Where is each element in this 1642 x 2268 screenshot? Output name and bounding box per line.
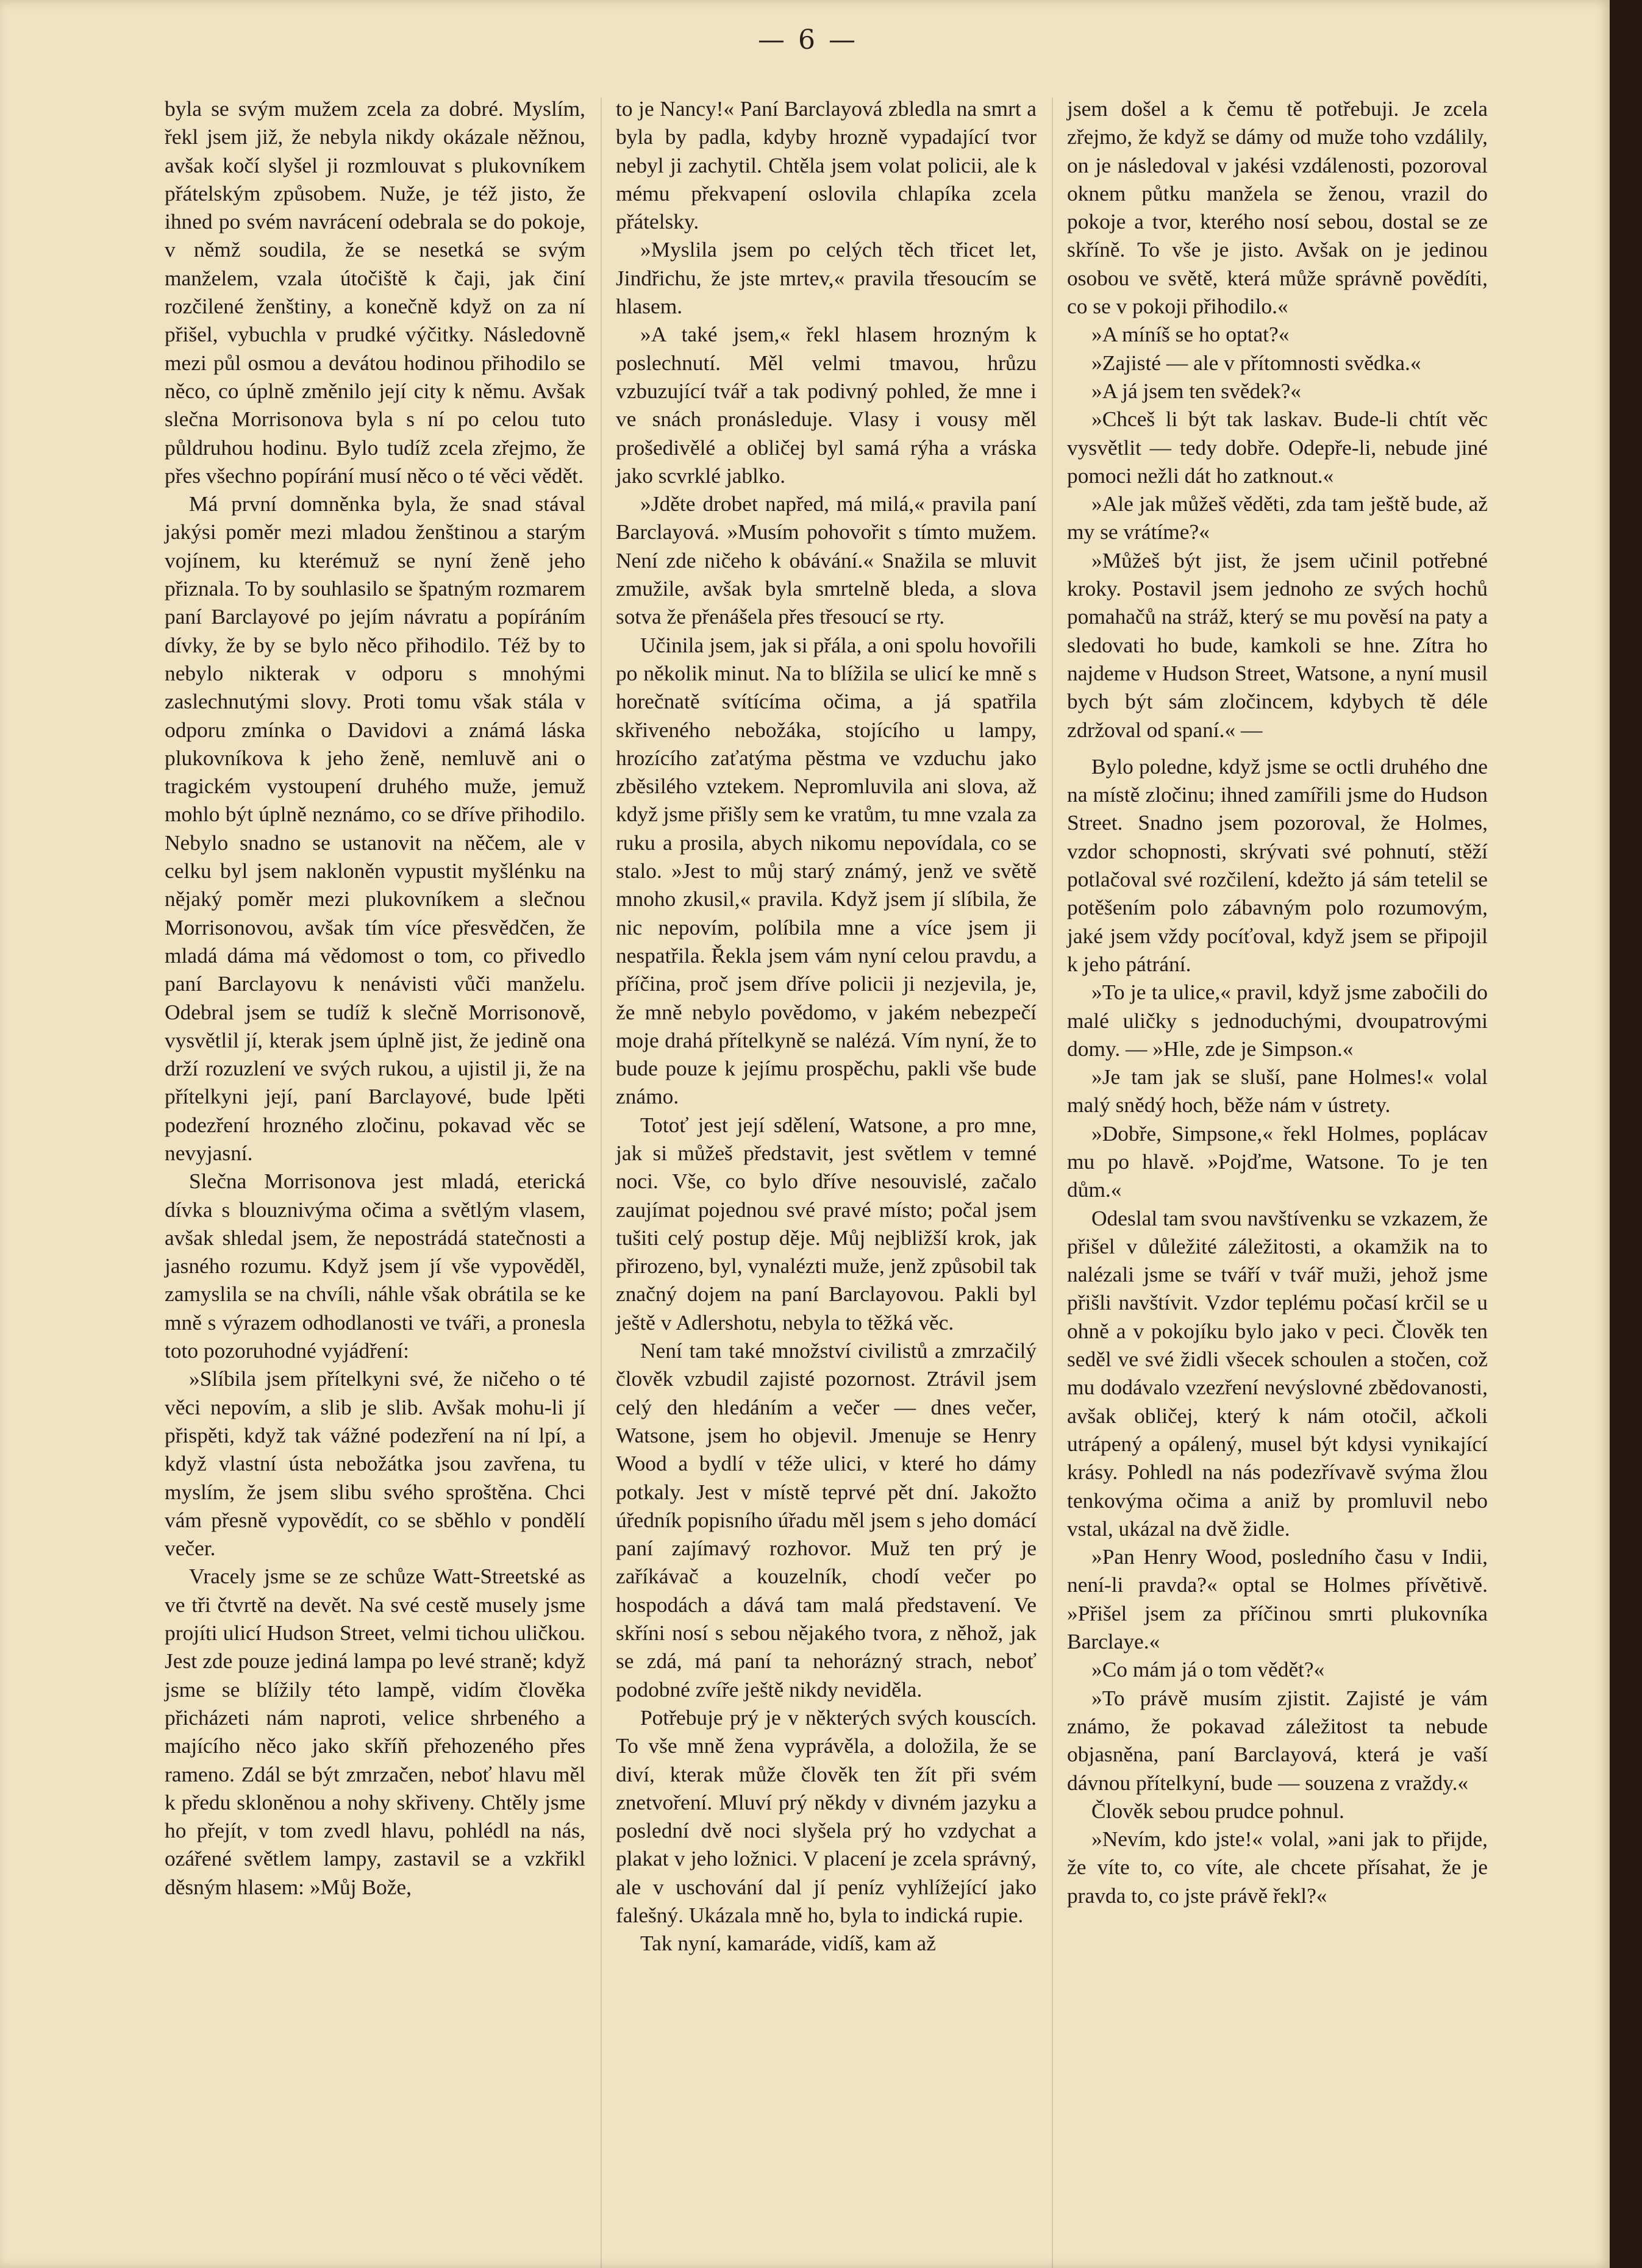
paragraph: »Myslila jsem po celých těch třicet let, Jindřichu, že jste mrtev,« pravila třesoucím se hlasem.	[616, 237, 1037, 319]
column-gutter	[1052, 98, 1053, 2268]
paragraph: »A míníš se ho optat?«	[1091, 322, 1290, 347]
paragraph: Není tam také množství civilistů a zmrzačilý člověk vzbudil zajisté pozornost. Ztrávil jsem celý den hledáním a večer — dnes večer, Watsone, jsem ho objevil. Jmenuje se Henry Wood a bydlí v téže ulici, v které ho dámy potkaly. Jest v místě teprvé pět dní. Jakožto úředník popisního úřadu měl jsem s jeho domácí paní zajímavý rozhovor. Muž ten prý je zaříkávač a kouzelník, chodí večer po hospodách a dává tam malá představení. Ve skříni nosí s sebou nějakého tvora, z něhož, jak se zdá, má paní ta nehorázný strach, neboť podobné zvíře ještě nikdy neviděla.	[616, 1338, 1037, 1702]
paragraph: »Jděte drobet napřed, má milá,« pravila paní Barclayová. »Musím pohovořit s tímto mužem. Není zde ničeho k obávání.« Snažila se mluvit zmužile, avšak byla smrtelně bleda, a slova sotva že přenášela přes třesoucí se rty.	[616, 491, 1037, 629]
paragraph: »Chceš li být tak laskav. Bude-li chtít věc vysvětlit — tedy dobře. Odepře-li, nebude jiné pomoci nežli dát ho zatknout.«	[1067, 407, 1488, 488]
column-gutter	[601, 98, 602, 2268]
paragraph: »A já jsem ten svědek?«	[1091, 378, 1301, 403]
paragraph: »Nevím, kdo jste!« volal, »ani jak to přijde, že víte to, co víte, ale chcete přísahat, že je pravda to, co jste právě řekl?«	[1067, 1827, 1488, 1908]
paragraph: Slečna Morrisonova jest mladá, eterická dívka s blouznivýma očima a světlým vlasem, avšak shledal jsem, že nepostrádá statečnosti a jasného rozumu. Když jsem jí vše vypověděl, zamyslila se na chvíli, náhle však obrátila se ke mně s výrazem odhodlanosti ve tváři, a pronesla toto pozoruhodné vyjádření:	[165, 1169, 585, 1363]
text-column-1	[165, 94, 585, 2241]
paragraph: Tak nyní, kamaráde, vidíš, kam až	[640, 1931, 936, 1956]
paragraph: Učinila jsem, jak si přála, a oni spolu hovořili po několik minut. Na to blížila se ulicí ke mně s horečnatě svítícíma očima, a já spatřila skřiveného nebožáka, stojícího u lampy, hrozícího zaťatýma pěstma ve vzduchu jako zběsilého vztekem. Nepromluvila ani slova, až když jsme přišly sem ke vratům, tu mne vzala za ruku a prosila, abych nikomu nepovídala, co se stalo. »Jest to můj starý známý, jenž ve světě mnoho zkusil,« pravila. Když jsem jí slíbila, že nic nepovím, políbila mne a více jsem ji nespatřila. Řekla jsem vám nyní celou pravdu, a příčina, proč jsem dříve policii ji nezjevila, je, že mně nebylo povědomo, v jakém nebezpečí moje drahá přítelkyně se nalézá. Vím nyní, že to bude pouze k jejímu prospěchu, pakli vše bude známo.	[616, 632, 1037, 1109]
paragraph: Vracely jsme se ze schůze Watt-Streetské as ve tři čtvrtě na devět. Na své cestě musely jsme projíti ulicí Hudson Street, velmi tichou uličkou. Jest zde pouze jediná lampa po levé straně; když jsme se blížily této lampě, vidím člověka přicházeti nám naproti, velice shrbeného a majícího něco jako skříň přehozeného přes rameno. Zdál se být zmrzačen, neboť hlavu měl k předu skloněnou a nohy skřiveny. Chtěly jsme ho přejít, v tom zvedl hlavu, pohlédl na nás, ozářené světlem lampy, zastavil se a vzkřikl děsným hlasem: »Můj Bože,	[165, 1564, 585, 1899]
paragraph: »To právě musím zjistit. Zajisté je vám známo, že pokavad záležitost ta nebude objasněna, paní Barclayová, která je vaší dávnou přítelkyní, bude — souzena z vraždy.«	[1067, 1685, 1488, 1795]
paragraph: Má první domněnka byla, že snad stával jakýsi poměr mezi mladou ženštinou a starým vojínem, ku kterémuž se nyní ženě jeho přiznala. To by souhlasilo se špatným rozmarem paní Barclayové po jejím návratu a popíráním dívky, že by se bylo něco přihodilo. Též by to nebylo nikterak v odporu s mnohými zaslechnutými slovy. Proti tomu však stála v odporu zmínka o Davidovi a známá láska plukovníkova k jeho ženě, nemluvě ani o tragickém vystoupení druhého muže, jemuž mohlo být úplně neznámo, co se dříve přihodilo. Nebylo snadno se ustanovit na něčem, ale v celku byl jsem nakloněn vypustit myšlénku na nějaký poměr mezi plukovníkem a slečnou Morrisonovou, avšak tím více přesvědčen, že mladá dáma má vědomost o tom, co přivedlo paní Barclayovu k nenávisti vůči manželu. Odebral jsem se tudíž k slečně Morrisonově, vysvětlil jí, kterak jsem úplně jist, že jedině ona drží rozuzlení ve svých rukou, a ujistil ji, že na přítelkyni její, paní Barclayové, bude lpěti podezření hrozného zločinu, pokavad věc se nevyjasní.	[165, 491, 585, 1165]
paragraph: »To je ta ulice,« pravil, když jsme zabočili do malé uličky s jednoduchými, dvoupatrovými domy. — »Hle, zde je Simpson.«	[1067, 980, 1488, 1061]
paragraph: »Zajisté — ale v přítomnosti svědka.«	[1091, 350, 1421, 375]
paragraph: »Je tam jak se sluší, pane Holmes!« volal malý snědý hoch, běže nám v ústrety.	[1067, 1064, 1488, 1118]
text-column-2	[616, 94, 1037, 2241]
paragraph: »Můžeš být jist, že jsem učinil potřebné kroky. Postavil jsem jednoho ze svých hochů pomahačů na stráž, který se mu pověsí na paty a sledovati ho bude, kamkoli se hne. Zítra ho najdeme v Hudson Street, Watsone, a nyní musil bych být sám zločincem, kdybych tě déle zdržoval od spaní.« —	[1067, 547, 1488, 742]
paragraph: »Dobře, Simpsone,« řekl Holmes, poplácav mu po hlavě. »Pojďme, Watsone. To je ten dům.«	[1067, 1121, 1488, 1202]
paragraph: »A také jsem,« řekl hlasem hrozným k poslechnutí. Měl velmi tmavou, hrůzu vzbuzující tvář a tak podivný pohled, že mne i ve snách pronásleduje. Vlasy i vousy měl prošedivělé a obličej byl samá rýha a vráska jako scvrklé jablko.	[616, 322, 1037, 488]
scan-edge	[1610, 0, 1642, 2268]
paragraph: »Slíbila jsem přítelkyni své, že ničeho o té věci nepovím, a slib je slib. Avšak mohu-li jí přispěti, když tak vážné podezření na ní lpí, a když vlastní ústa nebožátka jsou zavřena, tu myslím, že jsem slibu svého sproštěna. Chci vám přesně vypovědít, co se sběhlo v pondělí večer.	[165, 1366, 585, 1561]
paragraph: Bylo poledne, když jsme se octli druhého dne na místě zločinu; ihned zamířili jsme do Hudson Street. Snadno jsem pozoroval, že Holmes, vzdor schopnosti, skrývati své pohnutí, stěží potlačoval své rozčilení, kdežto já sám tetelil se potěšením polo zábavným polo rozumovým, jaké jsem vždy pocíťoval, když jsem se připojil k jeho pátrání.	[1067, 754, 1488, 976]
paragraph: »Co mám já o tom vědět?«	[1091, 1657, 1325, 1682]
paragraph: Totoť jest její sdělení, Watsone, a pro mne, jak si můžeš představit, jest světlem v temné noci. Vše, co bylo dříve nesouvislé, začalo zaujímat pojednou své pravé místo; počal jsem tušiti celý postup děje. Můj nejbližší krok, jak přirozeno, byl, vynalézti muže, jenž způsobil tak značný dojem na paní Barclayovou. Pakli byl ještě v Adlershotu, nebyla to těžká věc.	[616, 1112, 1037, 1335]
paragraph: jsem došel a k čemu tě potřebuji. Je zcela zřejmo, že když se dámy od muže toho vzdálily, on je následoval v jakési vzdálenosti, pozoroval oknem půtku manžela se ženou, vrazil do pokoje a tvor, kterého nosí sebou, dostal se ze skříně. To vše je jisto. Avšak on je jedinou osobou ve světě, která může správně povědíti, co se v pokoji přihodilo.«	[1067, 96, 1488, 319]
paragraph: Potřebuje prý je v některých svých kouscích. To vše mně žena vyprávěla, a doložila, že se diví, kterak může člověk ten žít při svém znetvoření. Mluví prý někdy v divném jazyku a poslední dvě noci slyšela prý ho vzdychat a plakat v jeho ložnici. V placení je zcela správný, ale v uschování dal jí peníz vyhlížející jako falešný. Ukázala mně ho, byla to indická rupie.	[616, 1705, 1037, 1927]
text-column-3	[1067, 94, 1488, 2241]
page-number: — 6 —	[758, 24, 858, 55]
paragraph: to je Nancy!« Paní Barclayová zbledla na smrt a byla by padla, kdyby hrozně vypadající tvor nebyl ji zachytil. Chtěla jsem volat policii, ale k mému překvapení oslovila chlapíka zcela přátelsky.	[616, 96, 1037, 234]
paragraph: Člověk sebou prudce pohnul.	[1091, 1798, 1344, 1823]
paragraph: »Ale jak můžeš věděti, zda tam ještě bude, až my se vrátíme?«	[1067, 491, 1488, 544]
paragraph: »Pan Henry Wood, posledního času v Indii, není-li pravda?« optal se Holmes přívětivě. »Přišel jsem za příčinou smrti plukovníka Barclaye.«	[1067, 1544, 1488, 1654]
paragraph: byla se svým mužem zcela za dobré. Myslím, řekl jsem již, že nebyla nikdy okázale něžnou, avšak kočí slyšel ji rozmlouvat s plukovníkem přátelským způsobem. Nuže, je též jisto, že ihned po svém navrácení odebrala se do pokoje, v němž soudila, že se nesetká se svým manželem, vzala útočiště k čaji, jak činí rozčilené ženštiny, a konečně když on za ní přišel, vybuchla v prudké výčitky. Následovně mezi půl osmou a devátou hodinou přihodilo se něco, co úplně změnilo její city k němu. Avšak slečna Morrisonova byla s ní po celou tuto půldruhou hodinu. Bylo tudíž zcela zřejmo, že přes všechno popírání musí něco o té věci vědět.	[165, 96, 585, 488]
paragraph: Odeslal tam svou navštívenku se vzkazem, že přišel v důležité záležitosti, a okamžik na to nalézali jsme se tváří v tvář muži, jehož jsme přišli navštívit. Vzdor teplému počasí krčil se u ohně a v pokojíku bylo jako v peci. Člověk ten seděl ve své židli všecek schoulen a stočen, což mu dodávalo vzezření nevýslovné zbědovanosti, avšak obličej, který k nám otočil, ačkoli utrápený a opálený, musel být kdysi vynikající krásy. Pohledl na nás podezřívavě svýma žlou tenkovýma očima a aniž by promluvil nebo vstal, ukázal na dvě židle.	[1067, 1205, 1488, 1541]
